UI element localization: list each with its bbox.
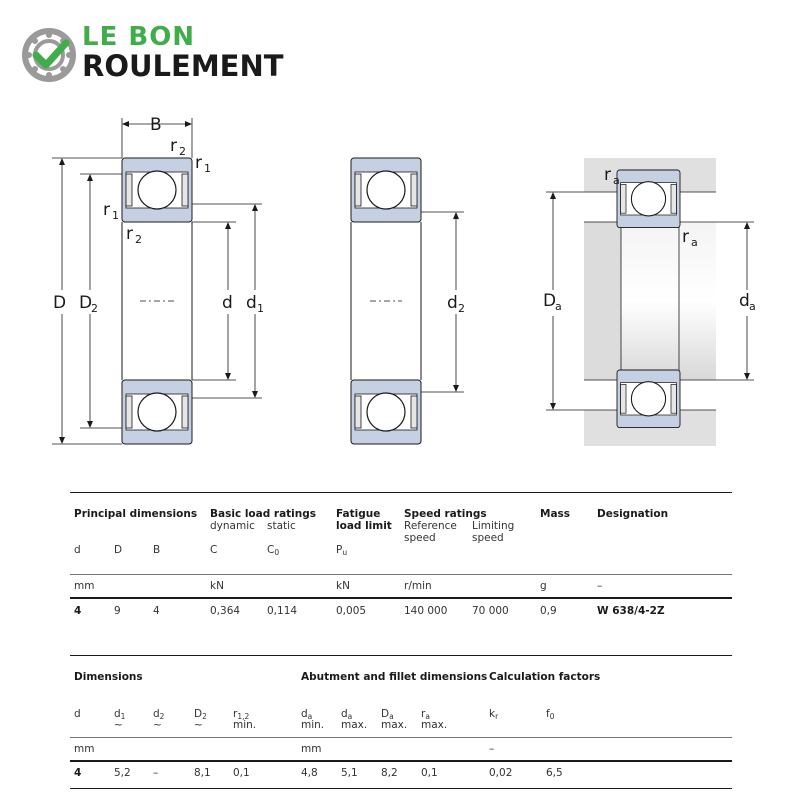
label-r2-top: r xyxy=(170,136,177,156)
row-mass: 0,9 xyxy=(540,605,557,617)
sym2-ra-max-sub: a xyxy=(425,712,430,721)
sym2-da-min-label: min. xyxy=(301,719,325,731)
table2-data-rule xyxy=(70,760,732,762)
unit2-mm-2: mm xyxy=(301,743,322,755)
table1-top-rule xyxy=(70,492,732,493)
label-d1: d xyxy=(246,293,257,313)
sym2-f0-main: f xyxy=(546,708,550,720)
unit-mm: mm xyxy=(74,580,95,592)
sym-Pu-sub: u xyxy=(342,548,348,557)
header-limiting: Limiting xyxy=(472,520,515,532)
sym2-r12-min: min. xyxy=(233,719,257,731)
sym2-ra-max-main: r xyxy=(421,708,426,720)
row2-da-max: 5,1 xyxy=(341,767,358,779)
sym2-d1-main: d xyxy=(114,708,121,720)
label-ra-right-sub: a xyxy=(691,236,698,249)
sym2-Da-max-main: D xyxy=(381,708,390,720)
header-mass: Mass xyxy=(540,508,571,520)
sym2-d2-main: d xyxy=(153,708,160,720)
sym2-kr xyxy=(489,708,498,723)
sym2-f0 xyxy=(546,708,554,723)
logo-line2: ROULEMENT xyxy=(82,49,284,83)
unit-dash: – xyxy=(597,580,603,592)
sym-B: B xyxy=(153,544,161,556)
sym2-f0-sub: 0 xyxy=(549,712,555,721)
header-dynamic: dynamic xyxy=(210,520,255,532)
sym-D: D xyxy=(114,544,123,556)
sym2-d1-approx: ~ xyxy=(114,719,123,731)
sym-d: d xyxy=(74,544,81,556)
sym2-r12-sub: 1,2 xyxy=(237,712,250,721)
table2-top-rule xyxy=(70,655,732,656)
header-dimensions: Dimensions xyxy=(74,671,143,683)
sym2-D2-sub: 2 xyxy=(202,712,207,721)
label-B: B xyxy=(150,115,162,135)
label-da-sub: a xyxy=(749,300,756,313)
sym-C0 xyxy=(267,544,279,559)
table2-unit-rule xyxy=(70,737,732,738)
sym-C: C xyxy=(210,544,218,556)
unit-kN-2: kN xyxy=(336,580,350,592)
sym-C0-main: C xyxy=(267,544,275,556)
label-ra-right: r xyxy=(682,227,689,247)
unit-rpm: r/min xyxy=(404,580,432,592)
row2-f0: 6,5 xyxy=(546,767,563,779)
label-D2-sub: 2 xyxy=(91,302,98,315)
header-reference: Reference xyxy=(404,520,457,532)
row2-Da-max: 8,2 xyxy=(381,767,398,779)
sym2-d2-approx: ~ xyxy=(153,719,162,731)
row2-d2: – xyxy=(153,767,159,779)
sym-Pu xyxy=(336,544,347,559)
unit2-dash: – xyxy=(489,743,495,755)
sym2-ra-max-label: max. xyxy=(421,719,448,731)
header-basic-load-ratings: Basic load ratings xyxy=(210,508,317,520)
row2-d: 4 xyxy=(74,767,82,779)
logo-line1: LE BON xyxy=(82,22,196,52)
row-d: 4 xyxy=(74,605,82,617)
sym2-da-min-main: d xyxy=(301,708,308,720)
label-d2-sub: 2 xyxy=(458,302,465,315)
header-limiting-speed: speed xyxy=(472,532,504,544)
unit-kN-1: kN xyxy=(210,580,224,592)
row-B: 4 xyxy=(153,605,160,617)
row2-d1: 5,2 xyxy=(114,767,131,779)
row-ref-speed: 140 000 xyxy=(404,605,448,617)
header-abutment: Abutment and fillet dimensions xyxy=(301,671,488,683)
row-Pu: 0,005 xyxy=(336,605,367,617)
label-r2-bottom: r xyxy=(126,224,133,244)
label-r1-top-sub: 1 xyxy=(204,162,211,175)
bearing-section-view xyxy=(52,115,264,444)
row-designation: W 638/4-2Z xyxy=(597,605,665,617)
header-static: static xyxy=(267,520,296,532)
row-C: 0,364 xyxy=(210,605,241,617)
sym2-d1-sub: 1 xyxy=(120,712,126,721)
sym2-r12-main: r xyxy=(233,708,238,720)
table1-unit-rule xyxy=(70,574,732,575)
sym-C0-sub: 0 xyxy=(274,548,280,557)
label-ra-top-sub: a xyxy=(613,174,620,187)
bearing-mounting-view xyxy=(543,158,756,446)
sym2-D2-main: D xyxy=(194,708,203,720)
table2-bottom-rule xyxy=(70,788,732,789)
label-da: d xyxy=(739,291,750,311)
label-r2-top-sub: 2 xyxy=(179,145,186,158)
sym2-da-max-label: max. xyxy=(341,719,368,731)
header-calc-factors: Calculation factors xyxy=(489,671,601,683)
sym2-da-max-main: d xyxy=(341,708,348,720)
label-d1-sub: 1 xyxy=(257,302,264,315)
header-reference-speed: speed xyxy=(404,532,436,544)
row2-ra-max: 0,1 xyxy=(421,767,438,779)
sym2-D2-approx: ~ xyxy=(194,719,203,731)
row-D: 9 xyxy=(114,605,121,617)
label-Da: D xyxy=(543,291,557,311)
label-r1-left: r xyxy=(103,200,110,220)
bearing-side-view xyxy=(351,158,465,444)
sym2-d2-sub: 2 xyxy=(159,712,165,721)
row2-r12: 0,1 xyxy=(233,767,250,779)
sym2-Da-max-label: max. xyxy=(381,719,408,731)
row2-kr: 0,02 xyxy=(489,767,513,779)
sym2-Da-max-sub: a xyxy=(389,712,394,721)
header-principal-dimensions: Principal dimensions xyxy=(74,508,198,520)
label-D2: D xyxy=(79,293,93,313)
sym2-da-min-sub: a xyxy=(307,712,313,721)
sym2-kr-main: k xyxy=(489,708,496,720)
sym2-kr-sub: r xyxy=(495,712,499,721)
label-ra-top: r xyxy=(604,165,611,185)
sym2-da-max-sub: a xyxy=(347,712,353,721)
row2-da-min: 4,8 xyxy=(301,767,318,779)
sym2-d: d xyxy=(74,708,81,720)
label-Da-sub: a xyxy=(555,300,562,313)
row2-D2: 8,1 xyxy=(194,767,211,779)
table1-data-rule xyxy=(70,597,732,599)
header-fatigue: Fatigue xyxy=(336,508,381,520)
label-r1-left-sub: 1 xyxy=(112,209,119,222)
header-load-limit: load limit xyxy=(336,520,392,532)
unit-g: g xyxy=(540,580,547,592)
sym-Pu-main: P xyxy=(336,544,343,556)
row-C0: 0,114 xyxy=(267,605,298,617)
label-d: d xyxy=(222,293,233,313)
label-r2-bottom-sub: 2 xyxy=(135,233,142,246)
label-D: D xyxy=(53,293,67,313)
label-d2: d xyxy=(447,293,458,313)
label-r1-top: r xyxy=(195,153,202,173)
unit2-mm-1: mm xyxy=(74,743,95,755)
header-speed-ratings: Speed ratings xyxy=(404,508,487,520)
header-designation: Designation xyxy=(597,508,669,520)
row-lim-speed: 70 000 xyxy=(472,605,509,617)
